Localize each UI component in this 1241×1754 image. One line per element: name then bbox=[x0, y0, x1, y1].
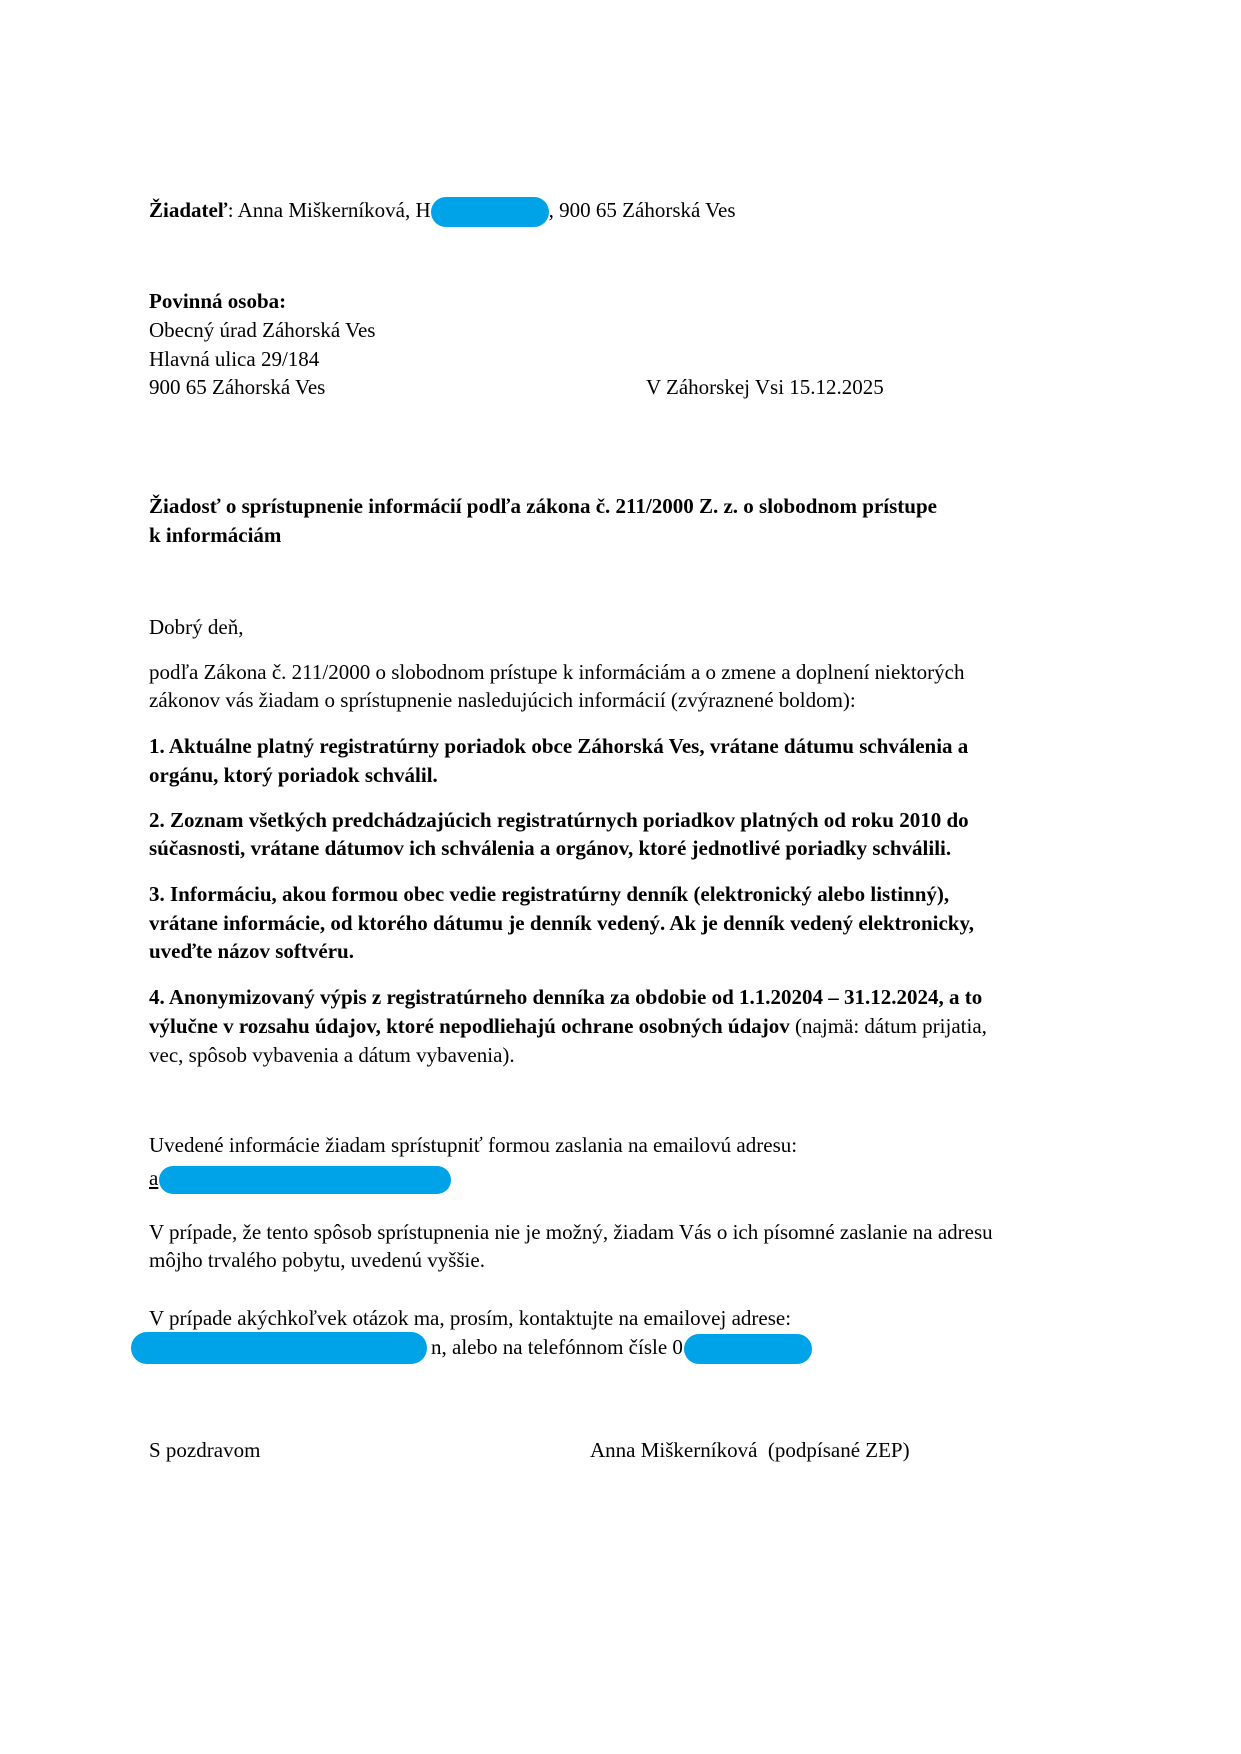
redaction-email bbox=[159, 1166, 451, 1194]
redaction-phone bbox=[684, 1334, 812, 1364]
item-2-line: 2. Zoznam všetkých predchádzajúcich registratúrnych poriadkov platných od roku 2010 do bbox=[149, 808, 969, 832]
email-line bbox=[149, 1164, 451, 1194]
item-3-line: vrátane informácie, od ktorého dátumu je denník vedený. Ak je denník vedený elektronicky, bbox=[149, 911, 975, 935]
subject-line: Žiadosť o sprístupnenie informácií podľa zákona č. 211/2000 Z. z. o slobodnom prístupe bbox=[149, 494, 937, 518]
item-1-line: orgánu, ktorý poriadok schválil. bbox=[149, 763, 438, 787]
redaction-address bbox=[431, 197, 549, 227]
item-4-line: vec, spôsob vybavenia a dátum vybavenia). bbox=[149, 1043, 515, 1067]
item-4-bold: výlučne v rozsahu údajov, ktoré nepodliehajú ochrane osobných údajov bbox=[149, 1014, 790, 1038]
place-date: V Záhorskej Vsi 15.12.2025 bbox=[646, 375, 884, 399]
alternative-line: môjho trvalého pobytu, uvedenú vyššie. bbox=[149, 1248, 485, 1272]
obligated-line: 900 65 Záhorská Ves bbox=[149, 375, 326, 399]
email-request: Uvedené informácie žiadam sprístupniť formou zaslania na emailovú adresu: bbox=[149, 1133, 798, 1157]
applicant-city: , 900 65 Záhorská Ves bbox=[548, 198, 736, 222]
intro-line: podľa Zákona č. 211/2000 o slobodnom prístupe k informáciám a o zmene a doplnení niektorých bbox=[149, 660, 965, 684]
closing: S pozdravom bbox=[149, 1438, 261, 1462]
signature: Anna Miškerníková (podpísané ZEP) bbox=[590, 1438, 910, 1462]
contact-line-2 bbox=[431, 1333, 812, 1364]
item-2-line: súčasnosti, vrátane dátumov ich schválenia a orgánov, ktoré jednotlivé poriadky schválili. bbox=[149, 836, 952, 860]
applicant-label: Žiadateľ bbox=[149, 198, 228, 222]
alternative-line: V prípade, že tento spôsob sprístupnenia nie je možný, žiadam Vás o ich písomné zaslanie na adresu bbox=[149, 1220, 993, 1244]
intro-line: zákonov vás žiadam o sprístupnenie nasledujúcich informácií (zvýraznené boldom): bbox=[149, 688, 856, 712]
contact-phone-text: n, alebo na telefónnom čísle 0 bbox=[431, 1335, 683, 1359]
obligated-line: Hlavná ulica 29/184 bbox=[149, 347, 320, 371]
contact-line: V prípade akýchkoľvek otázok ma, prosím, kontaktujte na emailovej adrese: bbox=[149, 1306, 792, 1330]
greeting: Dobrý deň, bbox=[149, 615, 244, 639]
applicant-line bbox=[149, 196, 736, 227]
email-link[interactable]: a bbox=[149, 1166, 159, 1190]
item-1-line: 1. Aktuálne platný registratúrny poriadok obce Záhorská Ves, vrátane dátumu schválenia a bbox=[149, 734, 969, 758]
obligated-line: Obecný úrad Záhorská Ves bbox=[149, 318, 376, 342]
applicant-name: : Anna Miškerníková, H bbox=[227, 198, 431, 222]
obligated-label: Povinná osoba: bbox=[149, 289, 287, 313]
item-4-rest: (najmä: dátum prijatia, bbox=[789, 1014, 987, 1038]
redaction-contact-email bbox=[131, 1332, 427, 1364]
item-3-line: 3. Informáciu, akou formou obec vedie registratúrny denník (elektronický alebo listinný), bbox=[149, 882, 950, 906]
item-3-line: uveďte názov softvéru. bbox=[149, 939, 354, 963]
item-4-line: 4. Anonymizovaný výpis z registratúrneho denníka za obdobie od 1.1.20204 – 31.12.2024, a to bbox=[149, 985, 983, 1009]
subject-line: k informáciám bbox=[149, 523, 282, 547]
item-4-line bbox=[149, 1012, 987, 1040]
